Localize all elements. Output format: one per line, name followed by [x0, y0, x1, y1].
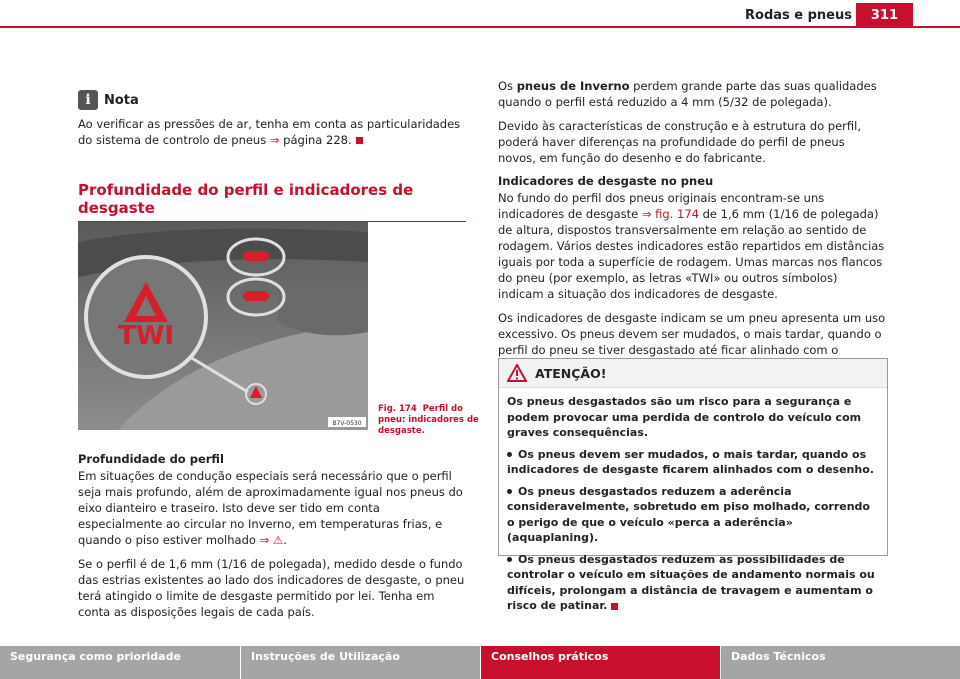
- warning-bullet: Os pneus devem ser mudados, o mais tardar, quando os indicadores de desgaste ficarem alinhados com o desenho.: [507, 447, 874, 476]
- figure-ref-link[interactable]: fig. 174: [655, 207, 699, 221]
- left-paragraph-1: Em situações de condução especiais será necessário que o perfil seja mais profundo, além de aproximadamente igual nos pneus do eixo dianteiro e traseiro. Isto deve ser tido em conta especialmente ao circular no Inverno, em temperaturas frias, e quando o piso estiver molhado ⇒ ⚠.: [78, 469, 463, 547]
- note-page-ref[interactable]: página 228.: [283, 133, 352, 147]
- depth-subhead: Profundidade do perfil: [78, 452, 224, 466]
- footer-tab-practical-tips[interactable]: Conselhos práticos: [480, 646, 720, 679]
- info-icon: i: [78, 90, 98, 110]
- right-paragraph-4: Os indicadores de desgaste indicam se um pneu apresenta um uso excessivo. Os pneus devem ser mudados, o mais tardar, quando o perfil do pneu se tiver desgastado até ficar alinhado com o: [498, 311, 886, 357]
- right-paragraph-1: Os pneus de Inverno perdem grande parte das suas qualidades quando o perfil está reduzido a 4 mm (5/32 de polegada).: [498, 79, 877, 109]
- bullet-icon: [507, 489, 512, 494]
- page-number: 311: [856, 3, 913, 28]
- warning-bullet: Os pneus desgastados reduzem as possibilidades de controlar o veículo em situações de andamento normais ou difíceis, prolongam a distância de travagem e aumentam o risco de patinar.: [507, 552, 875, 612]
- warning-triangle-icon: [507, 364, 527, 382]
- right-paragraph-2: Devido às características de construção e à estrutura do perfil, poderá haver diferenças na profundidade do perfil de pneus novos, em função do desenho e do fabricante.: [498, 119, 862, 165]
- warning-box: [498, 358, 888, 612]
- end-marker-icon: [356, 137, 363, 144]
- tire-illustration: [78, 222, 368, 430]
- warning-intro: Os pneus desgastados são um risco para a segurança e podem provocar uma perdida de controlo do veículo com graves consequências.: [507, 395, 862, 439]
- header-rule: [0, 26, 960, 28]
- tire-tread-figure: [78, 222, 368, 430]
- figure-code: B7V-0530: [332, 420, 362, 427]
- twi-label: TWI: [117, 321, 175, 351]
- wear-indicator-subhead: Indicadores de desgaste no pneu: [498, 174, 714, 188]
- end-marker-icon: [611, 603, 618, 610]
- bullet-icon: [507, 452, 512, 457]
- footer-tab-safety[interactable]: Segurança como prioridade: [0, 646, 240, 679]
- left-paragraph-2: Se o perfil é de 1,6 mm (1/16 de polegada), medido desde o fundo das estrias existentes ao lado dos indicadores de desgaste, o pneu terá atingido o limite de desgaste permitido por lei. Tenha em conta as disposições legais de cada país.: [78, 557, 465, 619]
- note-title: Nota: [104, 92, 139, 108]
- chapter-title: Rodas e pneus: [745, 8, 852, 23]
- figure-caption: Fig. 174 Perfil do pneu: indicadores de desgaste.: [378, 404, 479, 436]
- note-text: Ao verificar as pressões de ar, tenha em conta as particularidades do sistema de controlo de pneus ⇒ página 228.: [78, 117, 461, 147]
- bullet-icon: [507, 557, 512, 562]
- footer-tab-technical-data[interactable]: Dados Técnicos: [720, 646, 960, 679]
- note-block: [78, 90, 466, 156]
- warning-bullet: Os pneus desgastados reduzem a aderência consideravelmente, sobretudo em piso molhado, correndo o perigo de que o veículo «perca a aderência» (aquaplaning).: [507, 484, 870, 544]
- arrow-icon: ⇒: [259, 533, 270, 547]
- arrow-icon: ⇒: [641, 207, 652, 221]
- warning-ref-icon[interactable]: ⚠: [272, 533, 284, 547]
- right-paragraph-3: No fundo do perfil dos pneus originais encontram-se uns indicadores de desgaste ⇒ fig. 174 de 1,6 mm (1/16 de polegada) de altura, dispostos transversalmente em relação ao sentido de rodagem. Vários destes indicadores estão repartidos em distâncias iguais por toda a superfície de rodagem. Umas marcas nos flancos do pneu (por exemplo, as letras «TWI» ou outros símbolos) indicam a situação dos indicadores de desgaste.: [498, 191, 885, 301]
- warning-title: ATENÇÃO!: [535, 365, 607, 381]
- footer-nav: [0, 646, 960, 679]
- left-body: [78, 452, 466, 628]
- footer-tab-instructions[interactable]: Instruções de Utilização: [240, 646, 480, 679]
- right-body: [498, 78, 886, 382]
- arrow-icon: ⇒: [269, 133, 280, 147]
- section-title: Profundidade do perfil e indicadores de desgaste: [78, 181, 466, 222]
